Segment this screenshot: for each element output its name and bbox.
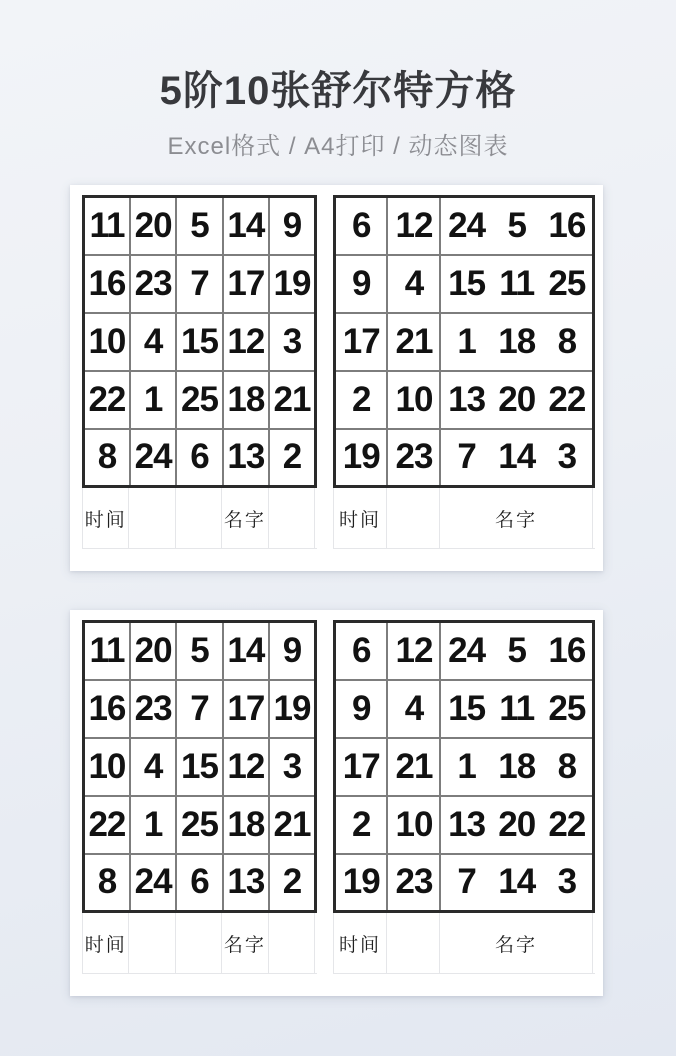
empty-cell <box>176 488 222 548</box>
grid-number: 25 <box>548 688 586 728</box>
schulte-table-right <box>333 195 595 488</box>
grid-cell: 20 <box>130 622 176 680</box>
time-label-cell <box>83 913 129 973</box>
time-label: 时间 <box>338 934 381 956</box>
empty-cell <box>129 488 175 548</box>
grid-cell: 13 <box>223 854 269 912</box>
grid-cell: 9 <box>334 680 387 738</box>
grid-cell: 1 <box>130 796 176 854</box>
grid-cell-merged <box>440 738 593 796</box>
page-title: 5阶10张舒尔特方格 <box>159 69 517 113</box>
grid-cell-merged <box>440 796 593 854</box>
grid-cell: 23 <box>387 854 440 912</box>
grid-number: 1 <box>457 746 476 786</box>
grid-cell: 21 <box>269 796 315 854</box>
empty-cell <box>269 913 315 973</box>
grid-cell: 12 <box>223 313 269 371</box>
grid-number: 14 <box>498 862 536 902</box>
grid-row <box>84 255 316 313</box>
grid-cell: 2 <box>334 371 387 429</box>
grid-card-top <box>70 185 603 571</box>
time-label-cell <box>83 488 129 548</box>
grid-cell-merged <box>440 429 593 487</box>
name-label: 名字 <box>494 509 537 531</box>
schulte-block-right <box>333 620 595 996</box>
grid-number: 3 <box>557 437 577 477</box>
grid-cell: 21 <box>269 371 315 429</box>
grid-footer <box>82 913 317 974</box>
grid-cell-merged <box>440 197 593 255</box>
grid-number: 7 <box>457 437 476 477</box>
grid-row <box>334 429 593 487</box>
grid-cell: 19 <box>269 680 315 738</box>
grid-number: 24 <box>448 205 486 245</box>
schulte-table-left <box>82 620 317 913</box>
empty-cell <box>387 913 440 973</box>
grid-cell: 25 <box>176 371 222 429</box>
grid-cell: 19 <box>269 255 315 313</box>
grid-row <box>334 197 593 255</box>
page-header <box>0 0 676 161</box>
grid-cell: 2 <box>334 796 387 854</box>
grid-cell: 4 <box>387 255 440 313</box>
grid-number: 7 <box>457 862 476 902</box>
grid-cell: 6 <box>176 854 222 912</box>
schulte-table-right <box>333 620 595 913</box>
grid-cell: 8 <box>84 429 130 487</box>
grid-cell: 9 <box>334 255 387 313</box>
grid-cell: 14 <box>223 197 269 255</box>
grid-row <box>334 854 593 912</box>
grid-number: 1 <box>457 321 476 361</box>
grid-cell: 19 <box>334 429 387 487</box>
empty-cell <box>129 913 175 973</box>
grid-card-bottom <box>70 610 603 996</box>
grid-cell: 4 <box>130 738 176 796</box>
grid-cell-merged <box>440 622 593 680</box>
grid-footer <box>333 488 595 549</box>
grid-row <box>84 371 316 429</box>
grid-footer <box>82 488 317 549</box>
grid-number: 18 <box>498 746 536 786</box>
name-label-cell <box>440 488 593 548</box>
grid-cell: 22 <box>84 796 130 854</box>
page-subtitle: Excel格式 / A4打印 / 动态图表 <box>167 133 509 160</box>
grid-cell: 21 <box>387 313 440 371</box>
grid-cell: 8 <box>84 854 130 912</box>
grid-number: 15 <box>448 688 486 728</box>
grid-number: 18 <box>498 321 536 361</box>
grid-cell: 2 <box>269 854 315 912</box>
grid-cell: 12 <box>387 197 440 255</box>
grid-cell: 21 <box>387 738 440 796</box>
grid-row <box>84 854 316 912</box>
grid-cell: 17 <box>334 313 387 371</box>
grid-number: 5 <box>507 205 526 245</box>
time-label: 时间 <box>338 509 381 531</box>
grid-cell: 12 <box>387 622 440 680</box>
grid-row <box>334 738 593 796</box>
grid-cell: 22 <box>84 371 130 429</box>
grid-cell: 23 <box>387 429 440 487</box>
time-label-cell <box>334 913 387 973</box>
grid-footer <box>333 913 595 974</box>
name-label: 名字 <box>494 934 537 956</box>
grid-cell: 19 <box>334 854 387 912</box>
grid-number: 14 <box>498 437 536 477</box>
grid-cell: 1 <box>130 371 176 429</box>
grid-cell: 16 <box>84 680 130 738</box>
grid-cell: 7 <box>176 255 222 313</box>
grid-cell: 11 <box>84 197 130 255</box>
grid-number: 8 <box>557 746 577 786</box>
grid-cell: 6 <box>176 429 222 487</box>
grid-number: 11 <box>499 263 535 303</box>
schulte-block-left <box>82 620 317 996</box>
grid-row <box>334 680 593 738</box>
grid-cell: 25 <box>176 796 222 854</box>
grid-row <box>84 738 316 796</box>
grid-cell: 23 <box>130 255 176 313</box>
grid-row <box>334 622 593 680</box>
grid-cell: 16 <box>84 255 130 313</box>
grid-number: 15 <box>448 263 486 303</box>
grid-row <box>84 622 316 680</box>
grid-number: 8 <box>557 321 577 361</box>
grid-cell: 2 <box>269 429 315 487</box>
grid-row <box>84 796 316 854</box>
time-label-cell <box>334 488 387 548</box>
grid-cell: 18 <box>223 796 269 854</box>
grid-cell: 3 <box>269 738 315 796</box>
grid-row <box>84 197 316 255</box>
grid-cell: 10 <box>387 371 440 429</box>
grid-number: 25 <box>548 263 586 303</box>
grid-cell: 6 <box>334 197 387 255</box>
grid-cell: 11 <box>84 622 130 680</box>
grid-cell: 5 <box>176 622 222 680</box>
grid-cell: 17 <box>223 255 269 313</box>
grid-cell-merged <box>440 680 593 738</box>
grid-cell: 23 <box>130 680 176 738</box>
grid-number: 11 <box>499 688 535 728</box>
grid-row <box>334 255 593 313</box>
grid-cell: 7 <box>176 680 222 738</box>
empty-cell <box>387 488 440 548</box>
grid-cell-merged <box>440 255 593 313</box>
grid-cell: 3 <box>269 313 315 371</box>
grid-number: 13 <box>448 379 486 419</box>
grid-cell: 4 <box>387 680 440 738</box>
grid-cell: 24 <box>130 429 176 487</box>
grid-cell: 17 <box>334 738 387 796</box>
grid-number: 5 <box>507 630 526 670</box>
grid-row <box>84 429 316 487</box>
grid-number: 16 <box>548 630 586 670</box>
grid-number: 22 <box>548 804 586 844</box>
grid-cell: 15 <box>176 313 222 371</box>
time-label: 时间 <box>84 509 127 531</box>
name-label: 名字 <box>223 509 266 531</box>
grid-cell: 20 <box>130 197 176 255</box>
grid-number: 22 <box>548 379 586 419</box>
schulte-block-left <box>82 195 317 571</box>
empty-cell <box>269 488 315 548</box>
grid-cell: 24 <box>130 854 176 912</box>
grid-row <box>334 371 593 429</box>
grid-number: 20 <box>498 804 536 844</box>
grid-row <box>84 680 316 738</box>
grid-cell: 18 <box>223 371 269 429</box>
grid-number: 16 <box>548 205 586 245</box>
grid-cell-merged <box>440 371 593 429</box>
grid-number: 20 <box>498 379 536 419</box>
grid-row <box>84 313 316 371</box>
schulte-block-right <box>333 195 595 571</box>
grid-row <box>334 313 593 371</box>
grid-number: 13 <box>448 804 486 844</box>
grid-cell: 9 <box>269 197 315 255</box>
grid-cell: 12 <box>223 738 269 796</box>
name-label-cell <box>440 913 593 973</box>
grid-cell-merged <box>440 313 593 371</box>
grid-cell: 9 <box>269 622 315 680</box>
name-label: 名字 <box>223 934 266 956</box>
grid-cell-merged <box>440 854 593 912</box>
grid-number: 24 <box>448 630 486 670</box>
grid-cell: 6 <box>334 622 387 680</box>
grid-cell: 13 <box>223 429 269 487</box>
grid-number: 3 <box>557 862 577 902</box>
name-label-cell <box>222 488 268 548</box>
grid-cell: 14 <box>223 622 269 680</box>
grid-cell: 10 <box>84 738 130 796</box>
grid-cell: 10 <box>84 313 130 371</box>
empty-cell <box>176 913 222 973</box>
grid-cell: 4 <box>130 313 176 371</box>
grid-row <box>334 796 593 854</box>
grid-cell: 5 <box>176 197 222 255</box>
time-label: 时间 <box>84 934 127 956</box>
grid-cell: 15 <box>176 738 222 796</box>
grid-cell: 17 <box>223 680 269 738</box>
name-label-cell <box>222 913 268 973</box>
schulte-table-left <box>82 195 317 488</box>
grid-cell: 10 <box>387 796 440 854</box>
